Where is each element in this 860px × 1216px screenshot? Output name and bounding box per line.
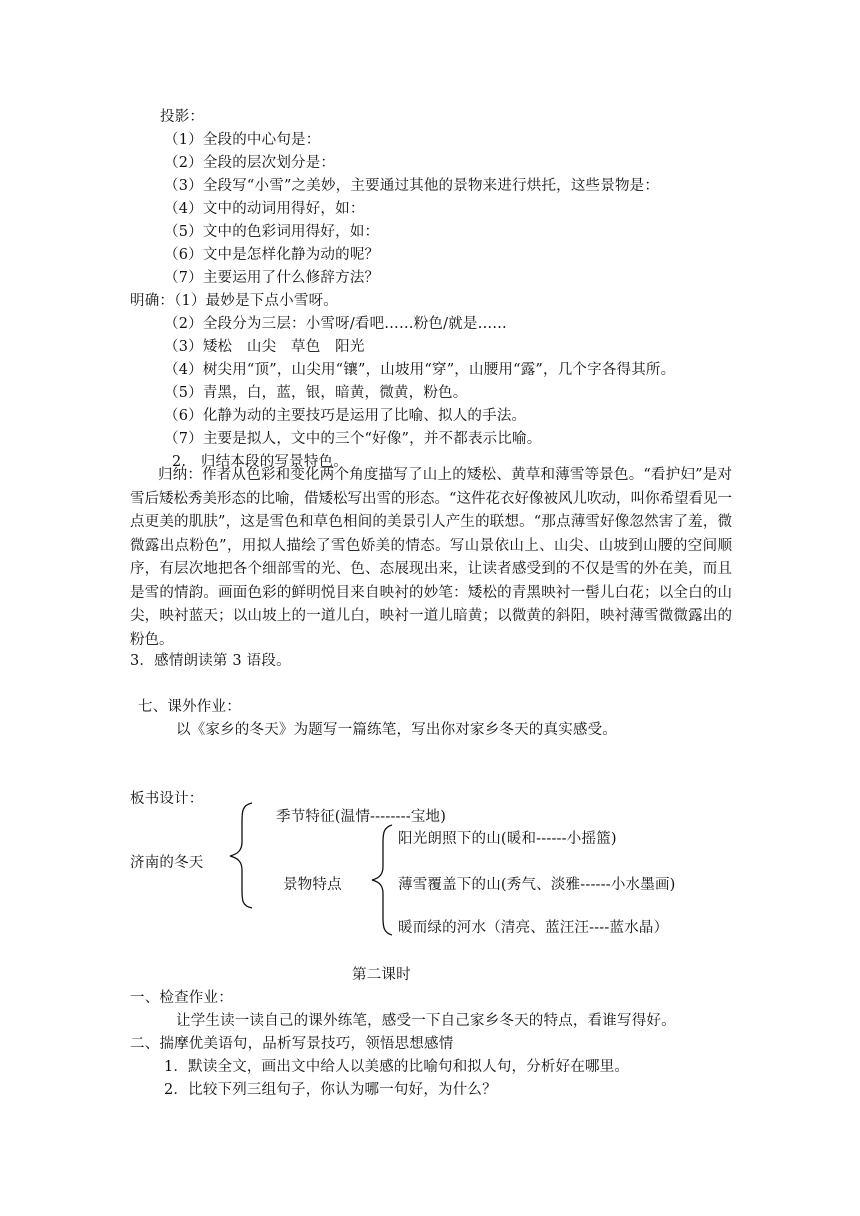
- sub-brace: [372, 825, 392, 935]
- answer-6: （6）化静为动的主要技巧是运用了比喻、拟人的手法。: [164, 408, 527, 424]
- lesson2-item-1: 1．默读全文，画出文中给人以美感的比喻句和拟人句，分析好在哪里。: [164, 1059, 630, 1075]
- question-4: （4）文中的动词用得好，如：: [164, 201, 365, 217]
- question-6: （6）文中是怎样化静为动的呢？: [164, 247, 380, 263]
- answer-2: （2）全段分为三层：小雪呀/看吧……粉色/就是……: [164, 316, 507, 332]
- board-sub-sunny-mountain: 阳光朗照下的山(暖和------小摇篮): [398, 831, 617, 847]
- board-heading: 板书设计：: [130, 791, 204, 807]
- question-3: （3）全段写“小雪”之美妙，主要通过其他的景物来进行烘托，这些景物是：: [164, 178, 660, 194]
- homework-content: 以《家乡的冬天》为题写一篇练笔，写出你对家乡冬天的真实感受。: [176, 722, 617, 738]
- lesson2-section-2: 二、揣摩优美语句，品析写景技巧，领悟思想感情: [130, 1036, 454, 1052]
- lesson2-section-1: 一、检查作业：: [130, 990, 233, 1006]
- answer-5: （5）青黑，白，蓝，银，暗黄，微黄，粉色。: [164, 385, 468, 401]
- board-branch-season: 季节特征(温情--------宝地): [276, 809, 447, 825]
- homework-heading: 七、课外作业：: [138, 699, 241, 715]
- question-2: （2）全段的层次划分是：: [164, 155, 336, 171]
- main-brace: [230, 803, 252, 908]
- question-5: （5）文中的色彩词用得好，如：: [164, 224, 380, 240]
- board-sub-snow-mountain: 薄雪覆盖下的山(秀气、淡雅------小水墨画): [398, 877, 676, 893]
- summary-paragraph: 归纳：作者从色彩和变化两个角度描写了山上的矮松、黄草和薄雪等景色。“看护妇”是对雪后矮松秀美形态的比喻，借矮松写出雪的形态。“这件花衣好像被风儿吹动，叫你希望看见一点更美的肌肤”，这是雪色和草色相间的美景引人产生的联想。“那点薄雪好像忽然害了羞，微微露出点粉色”，用拟人描绘了雪色娇美的情态。写山景依山上、山尖、山坡到山腰的空间顺序，有层次地把各个细部雪的光、色、态展现出来，让读者感受到的不仅是雪的外在美，而且是雪的情韵。画面色彩的鲜明悦目来自映衬的妙笔：矮松的青黑映衬一髻儿白花；以全白的山尖，映衬蓝天；以山坡上的一道儿白，映衬一道儿暗黄；以微黄的斜阳，映衬薄雪微微露出的粉色。: [130, 467, 732, 648]
- answer-4: （4）树尖用“顶”，山尖用“镶”，山坡用“穿”，山腰用“露”，几个字各得其所。: [164, 362, 676, 378]
- board-sub-river: 暖而绿的河水（清亮、蓝汪汪----蓝水晶）: [398, 920, 669, 936]
- step-3: 3．感情朗读第 3 语段。: [130, 653, 291, 669]
- answer-1: 明确：（1）最妙是下点小雪呀。: [130, 293, 338, 309]
- board-branch-scenery: 景物特点: [283, 877, 342, 893]
- board-root: 济南的冬天: [130, 855, 204, 871]
- step-2: 2. 归结本段的写景特色。: [172, 454, 348, 470]
- answer-7: （7）主要是拟人，文中的三个“好像”，并不都表示比喻。: [164, 431, 542, 447]
- lesson2-title: 第二课时: [352, 967, 411, 983]
- answer-3: （3）矮松 山尖 草色 阳光: [164, 339, 365, 355]
- lesson2-section-1-text: 让学生读一读自己的课外练笔，感受一下自己家乡冬天的特点，看谁写得好。: [176, 1013, 676, 1029]
- lesson2-item-2: 2．比较下列三组句子，你认为哪一句好，为什么？: [164, 1082, 497, 1098]
- question-7: （7）主要运用了什么修辞方法？: [164, 270, 380, 286]
- projection-heading: 投影：: [160, 109, 205, 125]
- question-1: （1）全段的中心句是：: [164, 132, 321, 148]
